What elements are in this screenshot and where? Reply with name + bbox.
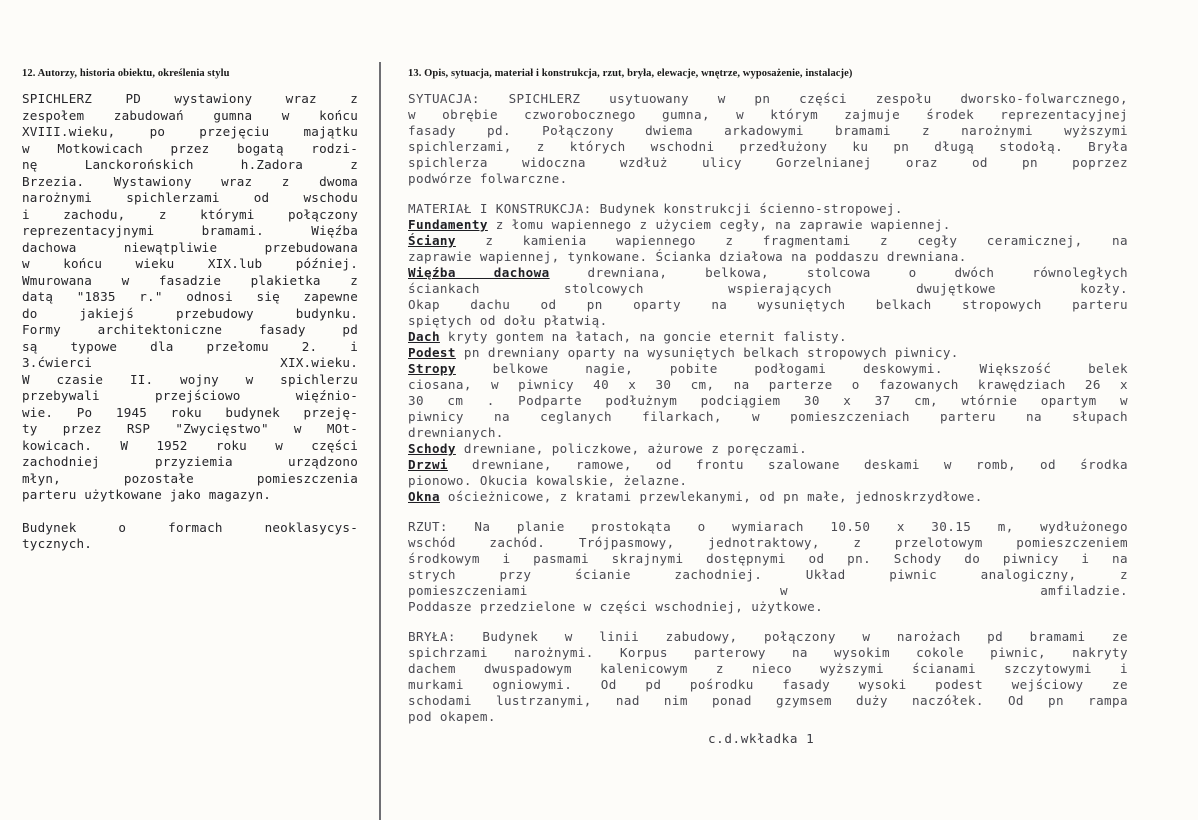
text-line: dachem dwuspadowym kalenicowym z nieco wyższymi ścianami szczytowymi i [408,661,1128,676]
text-line: murkami ogniowymi. Od pd pośrodku fasady wysoki podest wejściowy ze [408,677,1128,692]
right-column [408,68,1128,747]
bryla-section [408,629,1128,725]
material-term: Stropy [408,361,456,376]
text-line: dachowa niewątpliwie przebudowana [22,239,358,255]
material-term: Podest [408,345,456,360]
text-line: Budynek o formach neoklasycys- [22,519,358,535]
material-line [408,233,1128,249]
text-line: fasady pd. Połączony dwiema arkadowymi bramami z narożnymi wyższymi [408,123,1128,138]
text-line: 3.ćwierci XIX.wieku. [22,355,358,370]
material-term: Więźba dachowa [408,265,550,280]
text-line: tycznych. [22,536,93,551]
sytuacja-section [408,91,1128,187]
material-line [408,217,1128,233]
text-line: XVIII.wieku, po przejęciu majątku [22,124,358,139]
material-text: pn drewniany oparty na wysuniętych belkach stropowych piwnicy. [455,345,959,360]
material-text: spiętych od dołu płatwią. [408,313,608,328]
material-text: drewniana, belkowa, stolcowa o dwóch równoległych [549,265,1129,280]
material-text: piwnicy na ceglanych filarkach, w pomieszczeniach parteru na słupach [408,409,1128,424]
text-line: pod okapem. [408,709,496,724]
text-line: środkowym i pasmami skrajnymi dostępnymi od pn. Schody do piwnicy i na [408,551,1128,566]
text-line: wschód zachód. Trójpasmowy, jednotraktowy, z przelotowym pomieszczeniem [408,535,1128,550]
material-term: Fundamenty [408,217,488,232]
text-line: zachodniej przyziemia urządzono [22,454,358,469]
material-line [408,329,1128,345]
material-term: Ściany [408,233,456,248]
material-term: Schody [408,441,456,456]
description-text [408,91,1128,747]
material-line [408,361,1128,377]
text-line: SPICHLERZ PD wystawiony wraz z [22,91,358,106]
material-line [408,457,1128,473]
text-line: BRYŁA: Budynek w linii zabudowy, połączony w narożach pd bramami ze [408,629,1128,644]
material-text: drewniane, policzkowe, ażurowe z poręczami. [455,441,808,456]
text-line: narożnymi spichlerzami od wschodu [22,190,358,205]
material-text: 30 cm . Podparte podłużnym podciągiem 30 x 37 cm, wtórnie opartym w [408,393,1128,408]
material-text: drewniane, ramowe, od frontu szalowane deskami w romb, od środka [447,457,1128,472]
history-paragraph [22,520,358,553]
text-line: przebywali przejściowo więźnio- [22,388,358,403]
material-term: Drzwi [408,457,448,472]
text-line: ty przez RSP "Zwycięstwo" w MOt- [22,421,358,436]
material-text: pionowo. Okucia kowalskie, żelazne. [408,473,688,488]
column-divider [379,62,381,820]
material-line [408,377,1128,393]
history-text [22,91,358,553]
text-line: wie. Po 1945 roku budynek przeję- [22,404,358,420]
text-line: reprezentacyjnymi bramami. Więźba [22,223,358,238]
material-line [408,297,1128,313]
text-line: do jakiejś przebudowy budynku. [22,305,358,321]
material-text: belkowe nagie, pobite podłogami deskowymi. Większość belek [455,361,1128,376]
text-line: Brzezia. Wystawiony wraz z dwoma [22,173,358,189]
material-text: zaprawie wapiennej, tynkowane. Ścianka działowa na poddaszu drewniana. [408,249,967,264]
material-line [408,265,1128,281]
text-line: w Motkowicach przez bogatą rodzi- [22,140,358,156]
material-line [408,489,1128,505]
text-line: schodami lustrzanymi, nad nim ponad gzymsem duży naczółek. Od pn rampa [408,693,1128,708]
material-text: ościeżnicowe, z kratami przewlekanymi, od pn małe, jednoskrzydłowe. [439,489,983,504]
left-column [22,68,358,569]
text-line: RZUT: Na planie prostokąta o wymiarach 10.50 x 30.15 m, wydłużonego [408,519,1128,534]
section-12-heading: 12. Autorzy, historia obiektu, określenia stylu [22,68,230,79]
section-13-heading: 13. Opis, sytuacja, materiał i konstrukcja, rzut, bryła, elewacje, wnętrze, wyposażenie, instalacje) [408,68,853,79]
text-line: nę Lanckorońskich h.Zadora z [22,157,358,172]
text-line: w obrębie czworobocznego gumna, w którym zajmuje środek reprezentacyjnej [408,107,1128,122]
history-paragraph [22,91,358,504]
text-line: podwórze folwarczne. [408,171,568,186]
text-line: spichlerza widoczna wzdłuż ulicy Gorzelnianej oraz od pn poprzez [408,155,1128,170]
material-intro: MATERIAŁ I KONSTRUKCJA: Budynek konstrukcji ścienno-stropowej. [408,201,903,216]
text-line: Wmurowana w fasadzie plakietka z [22,272,358,288]
text-line: parteru użytkowane jako magazyn. [22,487,272,502]
insert-note: c.d.wkładka 1 [708,731,815,746]
rzut-section [408,519,1128,615]
material-term: Okna [408,489,440,504]
material-text: ściankach stolcowych wspierających dwujętkowe kozły. [408,281,1128,296]
text-line: W czasie II. wojny w spichlerzu [22,371,358,387]
text-line: pomieszczeniami w amfiladzie. [408,583,1128,598]
material-line [408,281,1128,297]
text-line: strych przy ścianie zachodniej. Układ piwnic analogiczny, z [408,567,1128,582]
text-line: są typowe dla przełomu 2. i [22,338,358,354]
text-line: w końcu wieku XIX.lub później. [22,256,358,271]
text-line: SYTUACJA: SPICHLERZ usytuowany w pn części zespołu dworsko-folwarcznego, [408,91,1128,106]
text-line: spichrzami narożnymi. Korpus parterowy na wysokim cokole piwnic, nakryty [408,645,1128,660]
material-line [408,473,1128,489]
material-text: kryty gontem na łatach, na goncie eternit falisty. [439,329,848,344]
material-term: Dach [408,329,440,344]
material-line [408,345,1128,361]
text-line: Poddasze przedzielone w części wschodniej, użytkowe. [408,599,824,614]
material-line [408,313,1128,329]
text-line: kowicach. W 1952 roku w części [22,437,358,453]
text-line: Formy architektoniczne fasady pd [22,322,358,337]
text-line: i zachodu, z którymi połączony [22,206,358,222]
material-line [408,249,1128,265]
text-line: zespołem zabudowań gumna w końcu [22,107,358,123]
text-line: datą "1835 r." odnosi się zapewne [22,289,358,304]
material-text: Okap dachu od pn oparty na wysuniętych belkach stropowych parteru [408,297,1128,312]
material-line [408,425,1128,441]
material-line [408,409,1128,425]
text-line: młyn, pozostałe pomieszczenia [22,470,358,486]
material-text: ciosana, w piwnicy 40 x 30 cm, na parterze o fazowanych krawędziach 26 x [408,377,1128,392]
material-text: z łomu wapiennego z użyciem cegły, na zaprawie wapiennej. [487,217,951,232]
material-text: drewnianych. [408,425,504,440]
material-section [408,201,1128,505]
material-text: z kamienia wapiennego z fragmentami z cegły ceramicznej, na [455,233,1128,248]
text-line: spichlerzami, z których wschodni przedłużony ku pn długą stodołą. Bryła [408,139,1128,154]
material-line [408,441,1128,457]
material-line [408,393,1128,409]
